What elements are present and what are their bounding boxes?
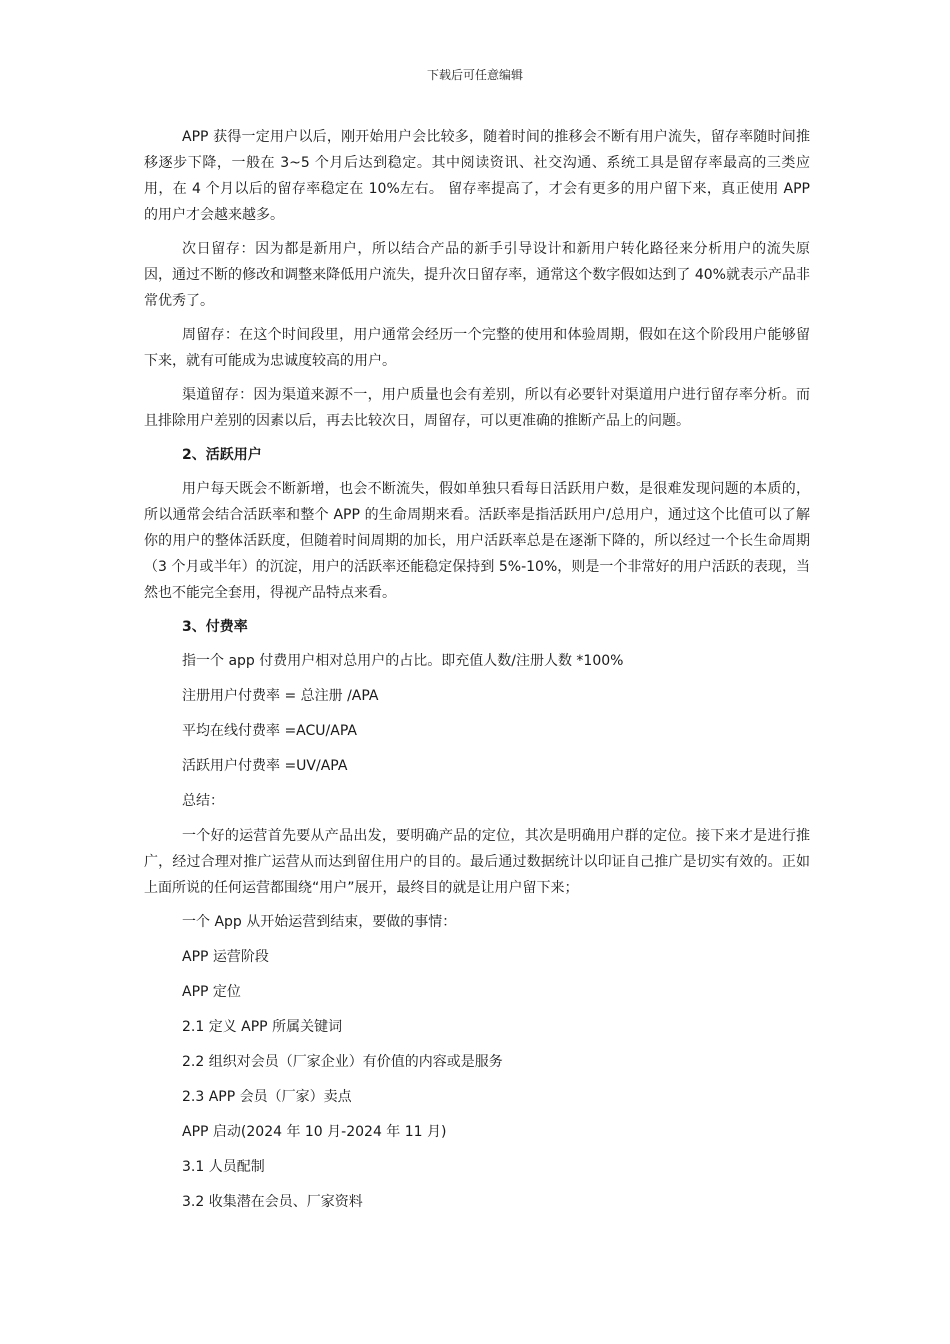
paragraph-next-day-retention: 次日留存：因为都是新用户，所以结合产品的新手引导设计和新用户转化路径来分析用户的流失原因，通过不断的修改和调整来降低用户流失，提升次日留存率，通常这个数字假如达到了 40%就表示产品非常优秀了。: [144, 241, 810, 309]
document-body: [144, 124, 810, 1224]
line-positioning: APP 定位: [182, 984, 241, 1000]
paragraph-retention-intro: APP 获得一定用户以后，刚开始用户会比较多，随着时间的推移会不断有用户流失，留存率随时间推移逐步下降，一般在 3~5 个月后达到稳定。其中阅读资讯、社交沟通、系统工具是留存率最高的三类应用，在 4 个月以后的留存率稳定在 10%左右。 留存率提高了，才会有更多的用户留下来，真正使用 APP 的用户才会越来越多。: [144, 129, 810, 223]
line-pay-rate-definition: 指一个 app 付费用户相对总用户的占比。即充值人数/注册人数 *100%: [182, 653, 624, 669]
heading-active-users: 2、活跃用户: [182, 447, 262, 463]
line-item-3-1: 3.1 人员配制: [182, 1159, 265, 1175]
heading-pay-rate: 3、付费率: [182, 619, 248, 635]
line-item-2-2: 2.2 组织对会员（厂家企业）有价值的内容或是服务: [182, 1054, 503, 1070]
page-header: 下载后可任意编辑: [426, 68, 523, 82]
line-item-2-3: 2.3 APP 会员（厂家）卖点: [182, 1089, 352, 1105]
paragraph-week-retention: 周留存：在这个时间段里，用户通常会经历一个完整的使用和体验周期，假如在这个阶段用户能够留下来，就有可能成为忠诚度较高的用户。: [144, 327, 810, 369]
line-todo-intro: 一个 App 从开始运营到结束，要做的事情：: [182, 914, 457, 930]
line-launch: APP 启动(2024 年 10 月-2024 年 11 月): [182, 1124, 447, 1140]
line-item-2-1: 2.1 定义 APP 所属关键词: [182, 1019, 343, 1035]
paragraph-summary: 一个好的运营首先要从产品出发，要明确产品的定位，其次是明确用户群的定位。接下来才是进行推广，经过合理对推广运营从而达到留住用户的目的。最后通过数据统计以印证自己推广是切实有效的。正如上面所说的任何运营都围绕“用户”展开，最终目的就是让用户留下来；: [144, 828, 810, 896]
paragraph-channel-retention: 渠道留存：因为渠道来源不一，用户质量也会有差别，所以有必要针对渠道用户进行留存率分析。而且排除用户差别的因素以后，再去比较次日，周留存，可以更准确的推断产品上的问题。: [144, 387, 810, 429]
line-active-pay-rate: 活跃用户付费率 =UV/APA: [182, 758, 348, 774]
line-register-pay-rate: 注册用户付费率 = 总注册 /APA: [182, 688, 379, 704]
paragraph-active-users: 用户每天既会不断新增，也会不断流失，假如单独只看每日活跃用户数，是很难发现问题的本质的，所以通常会结合活跃率和整个 APP 的生命周期来看。活跃率是指活跃用户/总用户，通过这个比值可以了解你的用户的整体活跃度，但随着时间周期的加长，用户活跃率总是在逐渐下降的，所以经过一个长生命周期（3 个月或半年）的沉淀，用户的活跃率还能稳定保持到 5%-10%，则是一个非常好的用户活跃的表现，当然也不能完全套用，得视产品特点来看。: [144, 481, 810, 601]
line-operation-stage: APP 运营阶段: [182, 949, 269, 965]
line-summary-label: 总结：: [182, 793, 224, 809]
line-online-pay-rate: 平均在线付费率 =ACU/APA: [182, 723, 357, 739]
line-item-3-2: 3.2 收集潜在会员、厂家资料: [182, 1194, 363, 1210]
